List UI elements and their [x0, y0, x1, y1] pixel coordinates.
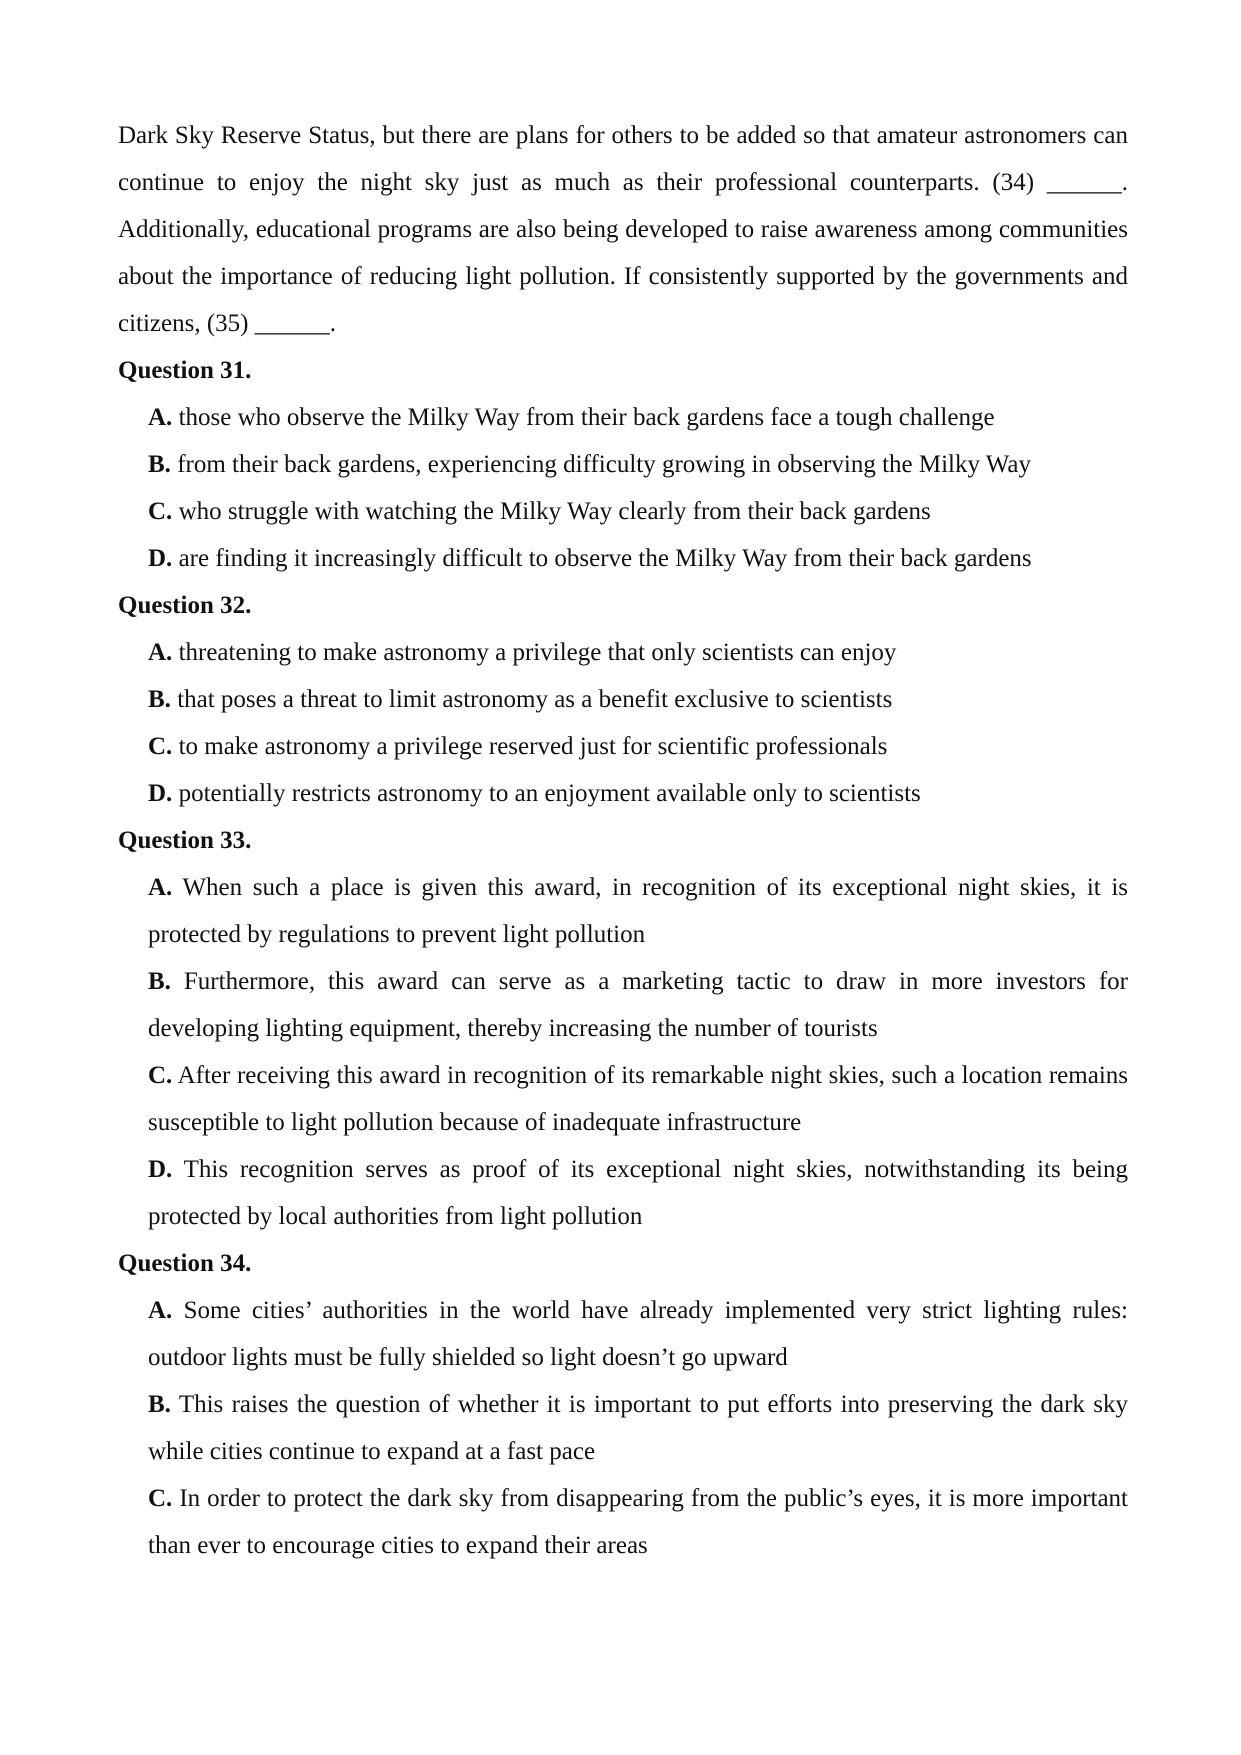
- option-text: that poses a threat to limit astronomy as a benefit exclusive to scientists: [177, 686, 893, 713]
- option-letter: D.: [148, 545, 173, 572]
- option-c: [148, 1475, 1128, 1569]
- option-b: [148, 676, 1128, 723]
- option-text: threatening to make astronomy a privilege that only scientists can enjoy: [178, 639, 897, 666]
- option-text: from their back gardens, experiencing difficulty growing in observing the Milky Way: [177, 451, 1031, 478]
- option-text: In order to protect the dark sky from disappearing from the public’s eyes, it is more important than ever to encourage cities to expand their areas: [148, 1485, 1129, 1559]
- option-a: [148, 394, 1128, 441]
- option-text: to make astronomy a privilege reserved just for scientific professionals: [178, 733, 888, 760]
- option-text: those who observe the Milky Way from their back gardens face a tough challenge: [178, 404, 995, 431]
- question-31: [118, 347, 1128, 582]
- option-letter: C.: [148, 1485, 173, 1512]
- option-a: [148, 1287, 1128, 1381]
- question-34: [118, 1240, 1128, 1569]
- option-text: This recognition serves as proof of its exceptional night skies, notwithstanding its being protected by local authorities from light pollution: [148, 1156, 1128, 1230]
- question-32: [118, 582, 1128, 817]
- option-a: [148, 629, 1128, 676]
- option-letter: C.: [148, 733, 173, 760]
- option-text: are finding it increasingly difficult to observe the Milky Way from their back gardens: [178, 545, 1032, 572]
- option-letter: B.: [148, 1391, 171, 1418]
- option-letter: A.: [148, 874, 173, 901]
- option-text: who struggle with watching the Milky Way clearly from their back gardens: [178, 498, 931, 525]
- option-letter: C.: [148, 498, 173, 525]
- option-c: [148, 488, 1128, 535]
- option-letter: A.: [148, 1297, 173, 1324]
- question-title: Question 32.: [118, 592, 252, 619]
- option-letter: A.: [148, 404, 173, 431]
- option-text: Furthermore, this award can serve as a marketing tactic to draw in more investors for developing lighting equipment, thereby increasing the number of tourists: [148, 968, 1129, 1042]
- question-title: Question 31.: [118, 357, 252, 384]
- option-c: [148, 1052, 1128, 1146]
- option-b: [148, 958, 1128, 1052]
- option-b: [148, 1381, 1128, 1475]
- document-page: [118, 112, 1128, 1569]
- option-letter: B.: [148, 968, 171, 995]
- option-text: Some cities’ authorities in the world have already implemented very strict lighting rules: outdoor lights must be fully shielded so light doesn’t go upward: [148, 1297, 1128, 1371]
- option-letter: B.: [148, 451, 171, 478]
- option-letter: D.: [148, 780, 173, 807]
- option-letter: D.: [148, 1156, 173, 1183]
- question-33: [118, 817, 1128, 1240]
- option-letter: A.: [148, 639, 173, 666]
- option-text: potentially restricts astronomy to an enjoyment available only to scientists: [178, 780, 921, 807]
- option-text: When such a place is given this award, in recognition of its exceptional night skies, it is protected by regulations to prevent light pollution: [148, 874, 1128, 948]
- option-d: [148, 1146, 1128, 1240]
- option-text: After receiving this award in recognition of its remarkable night skies, such a location remains susceptible to light pollution because of inadequate infrastructure: [148, 1062, 1128, 1136]
- question-title: Question 33.: [118, 827, 252, 854]
- passage-text: Dark Sky Reserve Status, but there are plans for others to be added so that amateur astronomers can continue to enjoy the night sky just as much as their professional counterparts. (34) ______. Additionally, educational programs are also being developed to raise awareness among communities about the importance of reducing light pollution. If consistently supported by the governments and citizens, (35) ______.: [118, 122, 1128, 337]
- option-c: [148, 723, 1128, 770]
- option-text: This raises the question of whether it is important to put efforts into preserving the dark sky while cities continue to expand at a fast pace: [148, 1391, 1128, 1465]
- option-letter: B.: [148, 686, 171, 713]
- option-d: [148, 770, 1128, 817]
- option-a: [148, 864, 1128, 958]
- question-title: Question 34.: [118, 1250, 252, 1277]
- option-d: [148, 535, 1128, 582]
- option-letter: C.: [148, 1062, 173, 1089]
- option-b: [148, 441, 1128, 488]
